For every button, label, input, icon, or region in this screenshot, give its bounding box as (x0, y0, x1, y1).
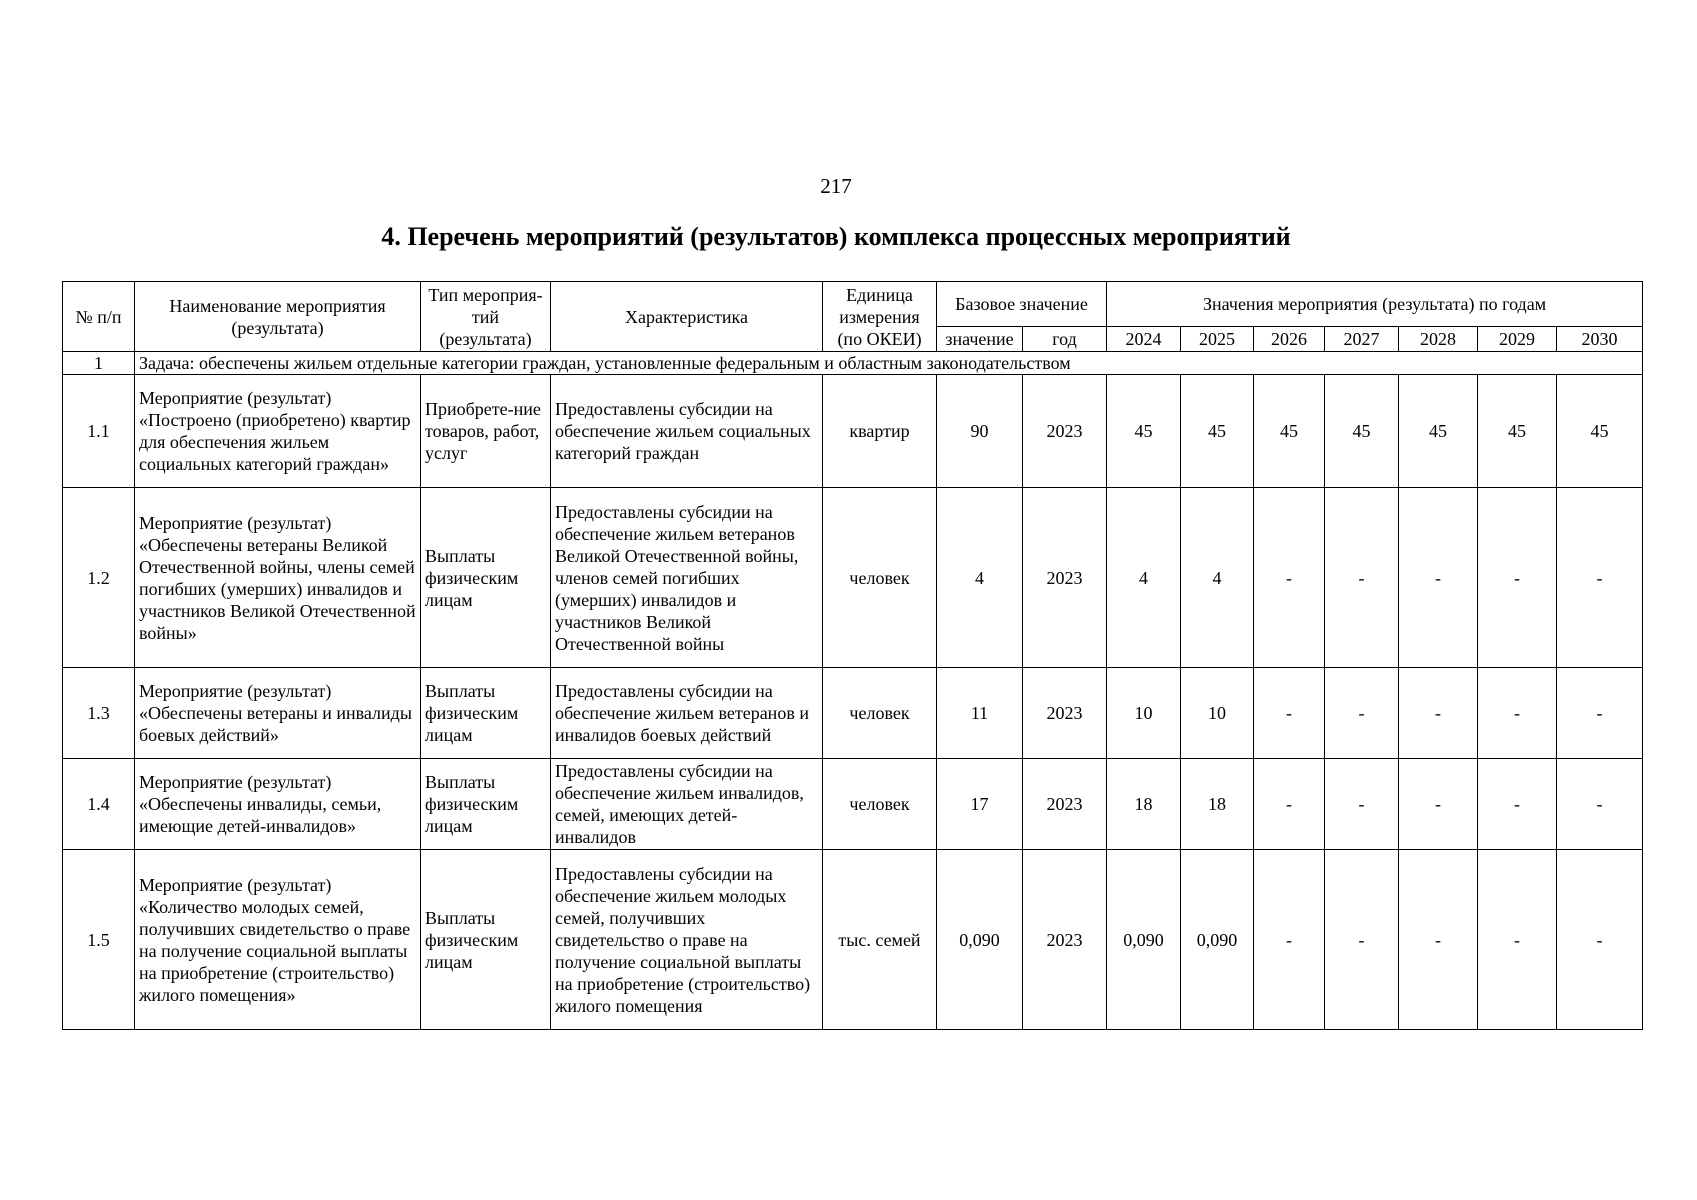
row-characteristic: Предоставлены субсидии на обеспечение жильем инвалидов, семей, имеющих детей-инвалидов (551, 759, 823, 850)
row-num: 1.5 (63, 850, 135, 1030)
row-unit: тыс. семей (823, 850, 937, 1030)
row-unit: квартир (823, 375, 937, 488)
row-type: Приобрете-ние товаров, работ, услуг (421, 375, 551, 488)
row-value: 18 (1181, 759, 1254, 850)
row-num: 1.1 (63, 375, 135, 488)
task-text: Задача: обеспечены жильем отдельные категории граждан, установленные федеральным и областным законодательством (135, 352, 1643, 375)
row-base-value: 17 (937, 759, 1023, 850)
table-row (63, 759, 1643, 850)
row-value: - (1399, 488, 1478, 668)
header-year: 2025 (1181, 327, 1254, 352)
header-year: 2027 (1325, 327, 1399, 352)
task-row (63, 352, 1643, 375)
row-num: 1.2 (63, 488, 135, 668)
row-value: - (1557, 668, 1643, 759)
row-value: - (1325, 850, 1399, 1030)
header-years-group: Значения мероприятия (результата) по годам (1107, 282, 1643, 327)
header-name: Наименование мероприятия (результата) (135, 282, 421, 352)
row-value: - (1557, 488, 1643, 668)
row-value: - (1254, 759, 1325, 850)
header-year: 2026 (1254, 327, 1325, 352)
row-base-year: 2023 (1023, 850, 1107, 1030)
row-value: - (1254, 668, 1325, 759)
row-name: Мероприятие (результат) «Обеспечены ветераны и инвалиды боевых действий» (135, 668, 421, 759)
table-header (63, 282, 1643, 352)
header-num: № п/п (63, 282, 135, 352)
row-characteristic: Предоставлены субсидии на обеспечение жильем ветеранов и инвалидов боевых действий (551, 668, 823, 759)
row-value: - (1557, 759, 1643, 850)
row-unit: человек (823, 488, 937, 668)
header-base-year: год (1023, 327, 1107, 352)
header-year: 2030 (1557, 327, 1643, 352)
row-value: - (1478, 488, 1557, 668)
row-base-value: 90 (937, 375, 1023, 488)
row-name: Мероприятие (результат) «Количество молодых семей, получивших свидетельство о праве на получение социальной выплаты на приобретение (строительство) жилого помещения» (135, 850, 421, 1030)
table-row (63, 850, 1643, 1030)
row-value: 4 (1181, 488, 1254, 668)
row-value: 10 (1107, 668, 1181, 759)
header-base: Базовое значение (937, 282, 1107, 327)
table-row (63, 488, 1643, 668)
row-value: 45 (1325, 375, 1399, 488)
row-base-value: 11 (937, 668, 1023, 759)
row-value: - (1399, 850, 1478, 1030)
row-value: - (1478, 850, 1557, 1030)
row-unit: человек (823, 759, 937, 850)
header-type: Тип мероприя-тий (результата) (421, 282, 551, 352)
page-number: 217 (820, 174, 852, 198)
row-base-year: 2023 (1023, 668, 1107, 759)
row-type: Выплаты физическим лицам (421, 668, 551, 759)
row-value: 0,090 (1181, 850, 1254, 1030)
row-value: 18 (1107, 759, 1181, 850)
header-characteristic: Характеристика (551, 282, 823, 352)
table-row (63, 375, 1643, 488)
row-value: 0,090 (1107, 850, 1181, 1030)
task-num: 1 (63, 352, 135, 375)
row-value: - (1254, 850, 1325, 1030)
row-characteristic: Предоставлены субсидии на обеспечение жильем ветеранов Великой Отечественной войны, членов семей погибших (умерших) инвалидов и участников Великой Отечественной войны (551, 488, 823, 668)
row-value: 45 (1557, 375, 1643, 488)
row-value: 10 (1181, 668, 1254, 759)
row-characteristic: Предоставлены субсидии на обеспечение жильем социальных категорий граждан (551, 375, 823, 488)
row-type: Выплаты физическим лицам (421, 850, 551, 1030)
header-year: 2029 (1478, 327, 1557, 352)
measures-table (62, 281, 1643, 1030)
header-year: 2028 (1399, 327, 1478, 352)
row-num: 1.3 (63, 668, 135, 759)
row-value: - (1557, 850, 1643, 1030)
row-value: - (1325, 488, 1399, 668)
row-name: Мероприятие (результат) «Обеспечены ветераны Великой Отечественной войны, члены семей погибших (умерших) инвалидов и участников Великой Отечественной войны» (135, 488, 421, 668)
row-base-year: 2023 (1023, 759, 1107, 850)
row-num: 1.4 (63, 759, 135, 850)
row-unit: человек (823, 668, 937, 759)
header-base-value: значение (937, 327, 1023, 352)
row-value: - (1325, 668, 1399, 759)
row-name: Мероприятие (результат) «Обеспечены инвалиды, семьи, имеющие детей-инвалидов» (135, 759, 421, 850)
row-type: Выплаты физическим лицам (421, 488, 551, 668)
row-value: - (1478, 668, 1557, 759)
row-name: Мероприятие (результат) «Построено (приобретено) квартир для обеспечения жильем социальных категорий граждан» (135, 375, 421, 488)
row-base-year: 2023 (1023, 375, 1107, 488)
row-base-value: 0,090 (937, 850, 1023, 1030)
table-row (63, 668, 1643, 759)
row-value: - (1478, 759, 1557, 850)
header-year: 2024 (1107, 327, 1181, 352)
row-type: Выплаты физическим лицам (421, 759, 551, 850)
header-unit: Единица измерения (по ОКЕИ) (823, 282, 937, 352)
row-base-value: 4 (937, 488, 1023, 668)
row-value: 45 (1478, 375, 1557, 488)
row-value: 45 (1107, 375, 1181, 488)
row-value: - (1254, 488, 1325, 668)
row-characteristic: Предоставлены субсидии на обеспечение жильем молодых семей, получивших свидетельство о праве на получение социальной выплаты на приобретение (строительство) жилого помещения (551, 850, 823, 1030)
row-value: 45 (1399, 375, 1478, 488)
row-base-year: 2023 (1023, 488, 1107, 668)
row-value: 45 (1181, 375, 1254, 488)
row-value: - (1399, 759, 1478, 850)
page-title: 4. Перечень мероприятий (результатов) комплекса процессных мероприятий (381, 222, 1291, 251)
row-value: 45 (1254, 375, 1325, 488)
row-value: 4 (1107, 488, 1181, 668)
row-value: - (1399, 668, 1478, 759)
row-value: - (1325, 759, 1399, 850)
